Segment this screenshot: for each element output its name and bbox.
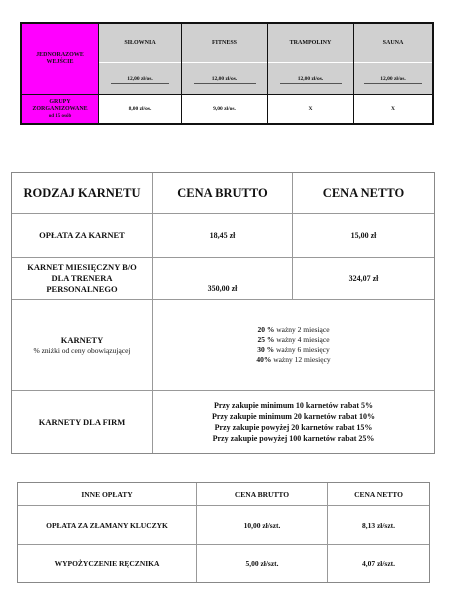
row-passes-sublabel: % zniżki od ceny obowiązującej: [33, 345, 131, 355]
groups-sauna: [354, 95, 432, 123]
header-net-price: [293, 173, 434, 213]
single-entry-silownia: [99, 63, 181, 94]
header-pass-type: [12, 173, 152, 213]
header-gross-price: [153, 173, 292, 213]
firm-discount-line: Przy zakupie minimum 10 karnetów rabat 5%: [213, 401, 374, 410]
row-trainer-label: [12, 258, 152, 299]
row-fee-label-text: OPŁATA ZA KARNET: [39, 230, 125, 240]
pass-option-4m-pct: 25 %: [257, 335, 275, 344]
row-towel-net: [328, 545, 429, 582]
row-firms-label-text: KARNETY DLA FIRM: [38, 416, 126, 427]
header-pass-type-label: RODZAJ KARNETU: [23, 185, 141, 200]
header-other-gross-label: CENA BRUTTO: [234, 489, 290, 499]
row-trainer-net: [293, 258, 434, 299]
row-fee-label: [12, 214, 152, 257]
single-entry-fitness: [182, 63, 267, 94]
groups-label-cell: [22, 95, 98, 123]
pass-option-4m-text: ważny 4 miesiące: [276, 335, 330, 344]
groups-sauna-value: X: [391, 106, 395, 112]
pass-option-12m-pct: 40%: [256, 355, 272, 364]
header-gross-price-label: CENA BRUTTO: [177, 185, 268, 200]
header-fitness-label: FITNESS: [211, 40, 237, 46]
row-key-gross: [197, 506, 327, 544]
grid-line: [181, 24, 182, 123]
grid-line: [18, 505, 429, 506]
row-trainer-label-line1: KARNET MIESIĘCZNY B/O: [27, 262, 137, 272]
row-trainer-gross: [153, 258, 292, 299]
grid-line: [152, 173, 153, 453]
groups-silownia: [99, 95, 181, 123]
row-firms-discounts: [153, 391, 434, 453]
grid-line: [22, 94, 432, 95]
row-trainer-label-line2: DLA TRENERA: [51, 273, 113, 283]
row-passes-label: [12, 300, 152, 390]
single-entry-silownia-value: 12,00 zł/os.: [127, 75, 153, 82]
header-trampoliny-label: TRAMPOLINY: [289, 40, 332, 46]
grid-line: [12, 213, 434, 214]
other-fees-table: [17, 482, 430, 583]
header-other-net: [328, 483, 429, 505]
grid-line: [12, 257, 434, 258]
pass-option-12m-text: ważny 12 miesięcy: [273, 355, 331, 364]
pass-option-6m-pct: 30 %: [257, 345, 275, 354]
single-entry-label: JEDNORAZOWE WEJŚCIE: [36, 52, 84, 65]
row-trainer-gross-value: 350,00 zł: [207, 284, 238, 293]
grid-line: [18, 544, 429, 545]
header-trampoliny: [268, 24, 353, 62]
firm-discount-line: Przy zakupie powyżej 20 karnetów rabat 15%: [214, 423, 373, 432]
row-trainer-net-value: 324,07 zł: [348, 274, 379, 283]
underline: [194, 83, 256, 84]
grid-line: [12, 299, 434, 300]
header-fitness: [182, 24, 267, 62]
grid-line: [267, 24, 268, 123]
pass-option-2m: [257, 325, 329, 335]
row-firms-label: [12, 391, 152, 453]
header-silownia-label: SIŁOWNIA: [124, 40, 156, 46]
underline: [111, 83, 169, 84]
pass-option-2m-pct: 20 %: [257, 325, 275, 334]
grid-line: [196, 483, 197, 582]
header-sauna: [354, 24, 432, 62]
entry-price-table: [20, 22, 434, 125]
row-towel-gross-value: 5,00 zł/szt.: [245, 559, 279, 568]
row-key-net-value: 8,13 zł/szt.: [361, 520, 396, 530]
row-passes-options: [153, 300, 434, 390]
row-towel-label-text: WYPOŻYCZENIE RĘCZNIKA: [54, 559, 160, 568]
single-entry-fitness-value: 12,00 zł/os.: [211, 75, 238, 82]
row-fee-gross-value: 18,45 zł: [209, 231, 236, 240]
single-entry-sauna-value: 12,00 zł/os.: [380, 75, 406, 82]
underline: [364, 83, 422, 84]
header-other-gross: [197, 483, 327, 505]
grid-line: [98, 24, 99, 123]
pass-option-6m: [257, 345, 329, 355]
header-sauna-label: SAUNA: [382, 40, 404, 46]
header-other-net-label: CENA NETTO: [354, 489, 403, 499]
underline: [280, 83, 342, 84]
row-key-label: [18, 506, 196, 544]
row-towel-gross: [197, 545, 327, 582]
firm-discount-line: Przy zakupie powyżej 100 karnetów rabat 25%: [212, 434, 375, 443]
pass-option-6m-text: ważny 6 miesięcy: [276, 345, 330, 354]
row-fee-net: [293, 214, 434, 257]
grid-line: [12, 390, 434, 391]
groups-fitness: [182, 95, 267, 123]
grid-line: [292, 173, 293, 300]
row-trainer-label-line3: PERSONALNEGO: [46, 284, 118, 294]
row-key-gross-value: 10,00 zł/szt.: [243, 520, 281, 530]
pass-option-12m: [256, 355, 330, 365]
single-entry-label-cell: [22, 24, 98, 94]
row-key-label-text: OPŁATA ZA ZŁAMANY KLUCZYK: [46, 520, 168, 530]
single-entry-trampoliny-value: 12,00 zł/os.: [297, 75, 324, 82]
groups-sublabel: od 15 osób: [48, 113, 72, 119]
groups-trampoliny-value: X: [308, 106, 313, 112]
groups-trampoliny: [268, 95, 353, 123]
header-other-fees-label: INNE OPŁATY: [81, 489, 133, 499]
row-passes-label-text: KARNETY: [60, 334, 104, 345]
header-net-price-label: CENA NETTO: [322, 185, 405, 200]
firm-discount-line: Przy zakupie minimum 20 karnetów rabat 10%: [211, 412, 376, 421]
single-entry-trampoliny: [268, 63, 353, 94]
grid-line: [327, 483, 328, 582]
grid-line: [353, 24, 354, 123]
row-fee-gross: [153, 214, 292, 257]
row-towel-net-value: 4,07 zł/szt.: [361, 559, 396, 568]
groups-label: GRUPY ZORGANIZOWANE: [32, 98, 88, 112]
row-key-net: [328, 506, 429, 544]
header-other-fees: [18, 483, 196, 505]
pass-option-2m-text: ważny 2 miesiące: [276, 325, 330, 334]
single-entry-sauna: [354, 63, 432, 94]
row-towel-label: [18, 545, 196, 582]
header-silownia: [99, 24, 181, 62]
groups-silownia-value: 8,00 zł/os.: [128, 106, 152, 112]
row-fee-net-value: 15,00 zł: [350, 231, 377, 240]
groups-fitness-value: 9,00 zł/os.: [213, 106, 236, 112]
pass-price-table: [11, 172, 435, 454]
pass-option-4m: [257, 335, 329, 345]
